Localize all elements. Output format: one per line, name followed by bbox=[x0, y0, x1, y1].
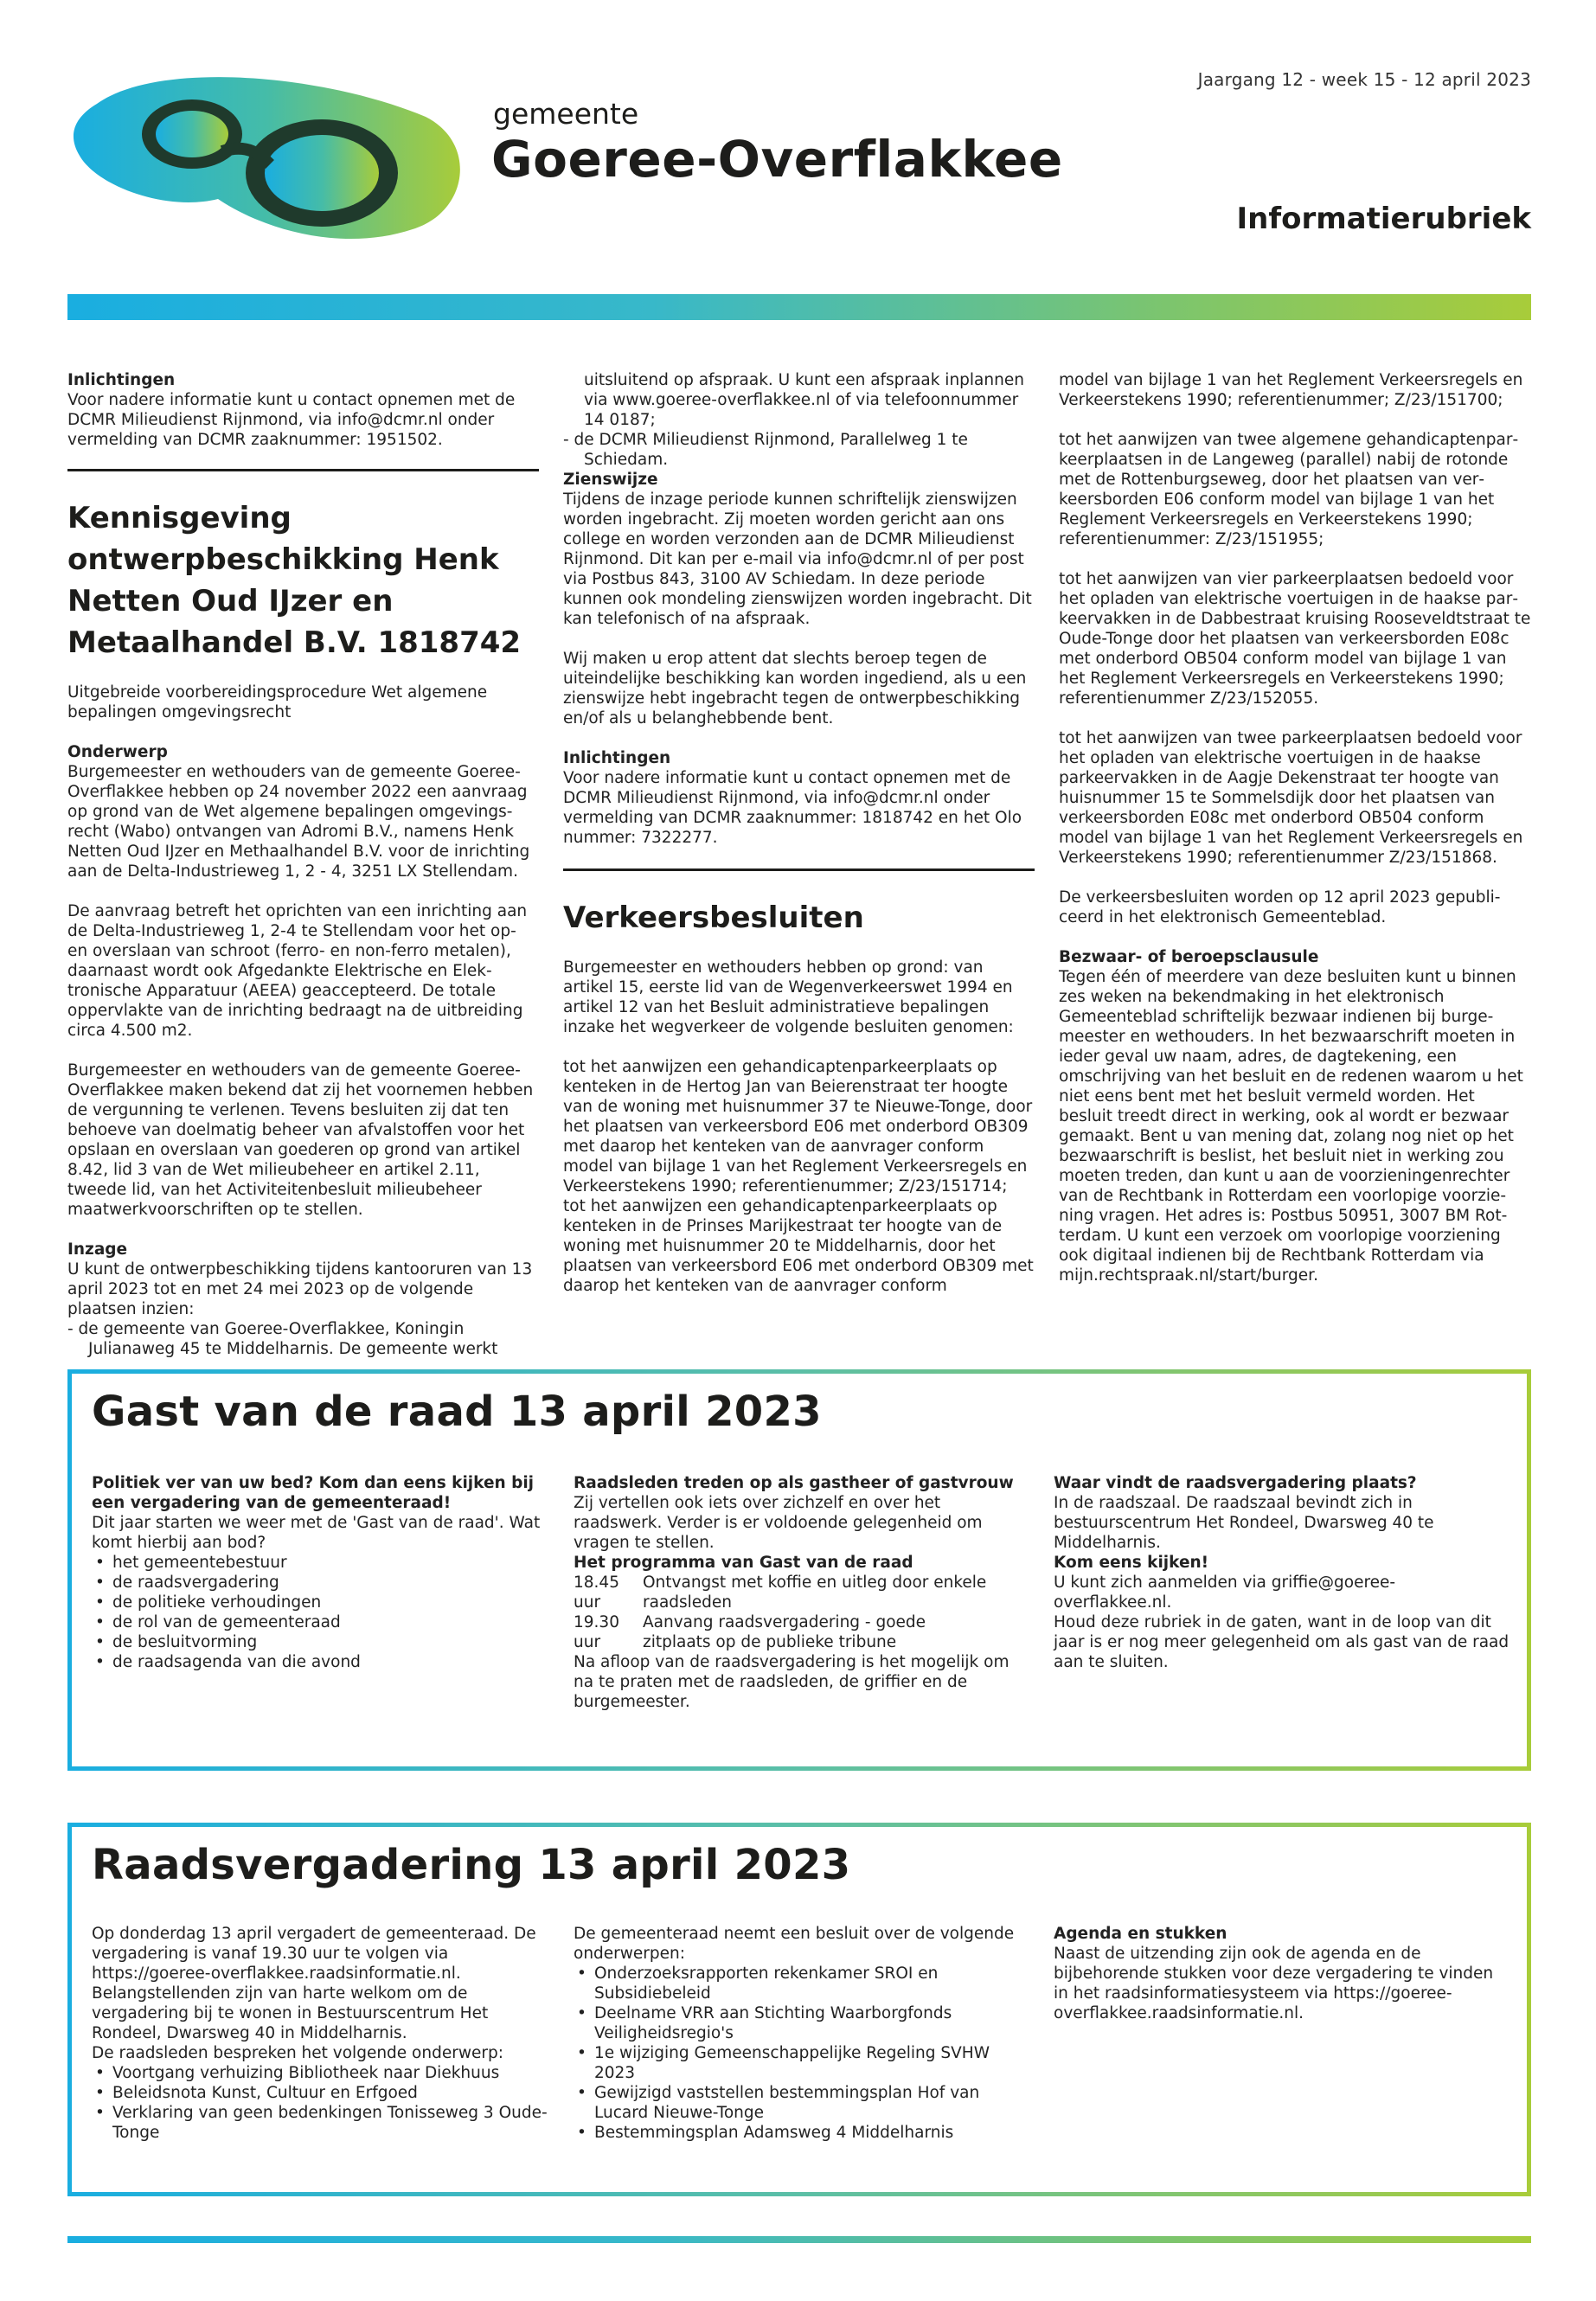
raad-c1-text: Op donderdag 13 april vergadert de gemeenteraad. De vergadering is vanaf 19.30 uur te volgen via https://goeree-overflakkee.raadsinformatie.nl. Belangstellenden zijn van harte welkom om de vergadering bij te wonen in Bestuurscentrum Het Rondeel, Dwarsweg 40 in Middelharnis. bbox=[92, 1925, 536, 2042]
programma-text: Ontvangst met koffie en uitleg door enkele raadsleden bbox=[643, 1574, 987, 1612]
verkeersbesluit-4: tot het aanwijzen van vier parkeerplaatsen bedoeld voor het opladen van elektrische voertuigen in de haakse parkeervakken in de Dabbestraat kruising Rooseveldtstraat te Oude-Tonge door het plaatsen van verkeersborden E08c met onderbord OB504 conform model van bijlage 1 van het Reglement Verkeersregels en Verkeerstekens 1990; referentienummer Z/23/152055. bbox=[1059, 570, 1531, 708]
programma-text: Aanvang raadsvergadering - goede zitplaats op de publieke tribune bbox=[643, 1613, 926, 1651]
inzage-item: - de gemeente van Goeree-Overflakkee, Koningin Julianaweg 45 te Middelharnis. De gemeente werkt bbox=[67, 1320, 498, 1358]
verkeersbesluit-2-cont: model van bijlage 1 van het Reglement Verkeersregels en Verkeerstekens 1990; referentienummer; Z/23/151700; bbox=[1059, 371, 1523, 409]
raadsvergadering-box bbox=[67, 1823, 1531, 2196]
inzage-item-cont: uitsluitend op afspraak. U kunt een afspraak inplannen via www.goeree-overflakkee.nl of via telefoonnummer 14 0187; bbox=[584, 371, 1024, 429]
gast-c3-heading-2: Kom eens kijken! bbox=[1054, 1554, 1209, 1572]
gast-van-de-raad-box bbox=[67, 1369, 1531, 1771]
raad-column-2 bbox=[574, 1924, 1032, 2143]
programma-time: 19.30 uur bbox=[574, 1613, 619, 1651]
inzage-item-2: - de DCMR Milieudienst Rijnmond, Parallelweg 1 te Schiedam. bbox=[563, 431, 968, 469]
list-item: • Bestemmingsplan Adamsweg 4 Middelharnis bbox=[574, 2123, 1032, 2143]
gast-c3-text-3: Houd deze rubriek in de gaten, want in de loop van dit jaar is er nog meer gelegenheid om als gast van de raad aan te sluiten. bbox=[1054, 1613, 1509, 1671]
municipality-logo bbox=[62, 69, 486, 251]
gast-c3-heading: Waar vindt de raadsvergadering plaats? bbox=[1054, 1474, 1417, 1492]
list-item: • de raadsvergadering bbox=[92, 1573, 550, 1593]
raad-c3-text: Naast de uitzending zijn ook de agenda en de bijbehorende stukken voor deze vergadering te vinden in het raadsinformatiesysteem via https://goeree-overflakkee.raadsinformatie.nl. bbox=[1054, 1945, 1494, 2022]
verkeersbesluit-3: tot het aanwijzen van twee algemene gehandicaptenparkeerplaatsen in de Langeweg (parallel) nabij de rotonde met de Rottenburgseweg, door het plaatsen van verkeersborden E06 conform model van bijlage 1 van het Reglement Verkeersregels en Verkeerstekens 1990; referentienummer: Z/23/151955; bbox=[1059, 431, 1519, 548]
issue-info: Jaargang 12 - week 15 - 12 april 2023 bbox=[1197, 69, 1531, 90]
header-gemeente: gemeente bbox=[493, 97, 639, 131]
programma-time: 18.45 uur bbox=[574, 1574, 619, 1612]
list-item: • Beleidsnota Kunst, Cultuur en Erfgoed bbox=[92, 2083, 550, 2103]
inlichtingen-2-text: Voor nadere informatie kunt u contact opnemen met de DCMR Milieudienst Rijnmond, via info@dcmr.nl onder vermelding van DCMR zaaknummer: 1818742 en het Olo nummer: 7322277. bbox=[563, 769, 1022, 847]
beroep-text: Wij maken u erop attent dat slechts beroep tegen de uiteindelijke beschikking kan worden ingediend, als u een zienswijze hebt ingebracht tegen de ontwerpbeschikking en/of als u belanghebbende bent. bbox=[563, 650, 1027, 727]
list-item: • Gewijzigd vaststellen bestemmingsplan Hof van Lucard Nieuwe-Tonge bbox=[574, 2083, 1032, 2123]
programma-heading: Het programma van Gast van de raad bbox=[574, 1554, 913, 1572]
gast-c1-text: Dit jaar starten we weer met de 'Gast van de raad'. Wat komt hierbij aan bod? bbox=[92, 1514, 541, 1552]
inzage-text: U kunt de ontwerpbeschikking tijdens kantooruren van 13 april 2023 tot en met 24 mei 2023 op de volgende plaatsen inzien: bbox=[67, 1260, 533, 1318]
gast-c3-text-2: U kunt zich aanmelden via griffie@goeree-overflakkee.nl. bbox=[1054, 1574, 1396, 1612]
verkeersbesluit-2: tot het aanwijzen een gehandicaptenparkeerplaats op kenteken in de Prinses Marijkestraat ter hoogte van de woning met huisnummer 20 te Middelharnis, door het plaatsen van verkeersbord E06 met onderbord OB309 met daarop het kenteken van de aanvrager conform bbox=[563, 1197, 1034, 1295]
bezwaar-heading: Bezwaar- of beroepsclausule bbox=[1059, 948, 1319, 966]
article-divider bbox=[67, 469, 539, 471]
gast-c2-heading: Raadsleden treden op als gastheer of gastvrouw bbox=[574, 1474, 1014, 1492]
gast-column-3 bbox=[1054, 1473, 1512, 1672]
bezwaar-text: Tegen één of meerdere van deze besluiten kunt u binnen zes weken na bekendmaking in het elektronisch Gemeenteblad schriftelijk bezwaar indienen bij burgemeester en wethouders. In het bezwaarschrift moeten in ieder geval uw naam, adres, de dagtekening, een omschrijving van het besluit en de redenen waarom u het niet eens bent met het besluit vermeld worden. Het besluit treedt direct in werking, ook al wordt er bezwaar gemaakt. Bent u van mening dat, zolang nog niet op het bezwaarschrift is beslist, het besluit niet in werking zou moeten treden, dan kunt u aan de voorzieningenrechter van de Rechtbank in Rotterdam een voorlopige voorziening vragen. Het adres is: Postbus 50951, 3007 BM Rotterdam. U kunt een verzoek om voorlopige voorziening ook digitaal indienen bij de Rechtbank Rotterdam via mijn.rechtspraak.nl/start/burger. bbox=[1059, 968, 1523, 1285]
aanvraag-text: De aanvraag betreft het oprichten van een inrichting aan de Delta-Industrieweg 1, 2-4 te Stellendam voor het op- en overslaan van schroot (ferro- en non-ferro metalen), daarnaast wordt ook Afgedankte Elektrische en Elektronische Apparatuur (AEEA) geaccepteerd. De totale oppervlakte van de inrichting bedraagt na de uitbreiding circa 4.500 m2. bbox=[67, 902, 528, 1040]
list-item: • Voortgang verhuizing Bibliotheek naar Diekhuus bbox=[92, 2063, 550, 2083]
gast-c1-heading: Politiek ver van uw bed? Kom dan eens kijken bij een vergadering van de gemeenteraad! bbox=[92, 1474, 535, 1512]
raad-column-3 bbox=[1054, 1924, 1512, 2023]
gast-c2-text: Zij vertellen ook iets over zichzelf en over het raadswerk. Verder is er voldoende gelegenheid om vragen te stellen. bbox=[574, 1494, 983, 1552]
list-item: • de politieke verhoudingen bbox=[92, 1593, 550, 1612]
verkeersbesluiten-intro: Burgemeester en wethouders hebben op grond: van artikel 15, eerste lid van de Wegenverkeerswet 1994 en artikel 12 van het Besluit administratieve bepalingen inzake het wegverkeer de volgende besluiten genomen: bbox=[563, 958, 1014, 1036]
inlichtingen-text: Voor nadere informatie kunt u contact opnemen met de DCMR Milieudienst Rijnmond, via info@dcmr.nl onder vermelding van DCMR zaaknummer: 1951502. bbox=[67, 391, 516, 449]
zienswijze-heading: Zienswijze bbox=[563, 471, 658, 489]
column-3 bbox=[1059, 370, 1531, 1285]
raad-c1-text-2: De raadsleden bespreken het volgende onderwerp: bbox=[92, 2044, 503, 2062]
raad-c2-text: De gemeenteraad neemt een besluit over de volgende onderwerpen: bbox=[574, 1925, 1015, 1963]
verkeersbesluit-1: tot het aanwijzen een gehandicaptenparkeerplaats op kenteken in de Hertog Jan van Beierenstraat ter hoogte van de woning met huisnummer 37 te Nieuwe-Tonge, door het plaatsen van verkeersbord E06 met onderbord OB309 met daarop het kenteken van de aanvrager conform model van bijlage 1 van het Reglement Verkeersregels en Verkeerstekens 1990; referentienummer; Z/23/151714; bbox=[563, 1058, 1033, 1195]
gast-c2-end: Na afloop van de raadsvergadering is het mogelijk om na te praten met de raadsleden, de griffier en de burgemeester. bbox=[574, 1653, 1010, 1711]
bekendmaking-text: Burgemeester en wethouders van de gemeente Goeree-Overflakkee maken bekend dat zij het voornemen hebben de vergunning te verlenen. Tevens besluiten zij dat ten behoeve van doelmatig beheer van afvalstoffen voor het opslaan en overslaan van goederen op grond van artikel 8.42, lid 3 van de Wet milieubeheer en artikel 2.11, tweede lid, van het Activiteitenbesluit milieubeheer maatwerkvoorschriften op te stellen. bbox=[67, 1061, 534, 1219]
raad-column-1 bbox=[92, 1924, 550, 2143]
publicatie-text: De verkeersbesluiten worden op 12 april 2023 gepubliceerd in het elektronisch Gemeenteblad. bbox=[1059, 888, 1501, 926]
list-item: • 1e wijziging Gemeenschappelijke Regeling SVHW 2023 bbox=[574, 2043, 1032, 2083]
article-title: Kennisgeving ontwerpbeschikking Henk Netten Oud IJzer en Metaalhandel B.V. 1818742 bbox=[67, 501, 522, 660]
onderwerp-text: Burgemeester en wethouders van de gemeente Goeree-Overflakkee hebben op 24 november 2022 een aanvraag op grond van de Wet algemene bepalingen omgevingsrecht (Wabo) ontvangen van Adromi B.V., namens Henk Netten Oud IJzer en Methaalhandel B.V. voor de inrichting aan de Delta-Industrieweg 1, 2 - 4, 3251 LX Stellendam. bbox=[67, 763, 530, 881]
zienswijze-text: Tijdens de inzage periode kunnen schriftelijk zienswijzen worden ingebracht. Zij moeten worden gericht aan ons college en worden verzonden aan de DCMR Milieudienst Rijnmond. Dit kan per e-mail via info@dcmr.nl of per post via Postbus 843, 3100 AV Schiedam. In deze periode kunnen ook mondeling zienswijzen worden ingebracht. Dit kan telefonisch of na afspraak. bbox=[563, 490, 1032, 628]
gast-column-2 bbox=[574, 1473, 1032, 1712]
list-item: • de rol van de gemeenteraad bbox=[92, 1612, 550, 1632]
list-item: • het gemeentebestuur bbox=[92, 1553, 550, 1573]
list-item: • Deelname VRR aan Stichting Waarborgfonds Veiligheidsregio's bbox=[574, 2003, 1032, 2043]
header-divider bbox=[67, 294, 1531, 320]
list-item: • de raadsagenda van die avond bbox=[92, 1652, 550, 1672]
verkeersbesluit-5: tot het aanwijzen van twee parkeerplaatsen bedoeld voor het opladen van elektrische voertuigen in de haakse parkeervakken in de Aagje Dekenstraat ter hoogte van huisnummer 15 te Sommelsdijk door het plaatsen van verkeersborden E08c met onderbord OB504 conform model van bijlage 1 van het Reglement Verkeersregels en Verkeerstekens 1990; referentienummer Z/23/151868. bbox=[1059, 729, 1523, 867]
inlichtingen-2-heading: Inlichtingen bbox=[563, 749, 671, 767]
raad-c3-heading: Agenda en stukken bbox=[1054, 1925, 1227, 1943]
programma-row bbox=[574, 1573, 1032, 1612]
gast-column-1 bbox=[92, 1473, 550, 1672]
verkeersbesluiten-title: Verkeersbesluiten bbox=[563, 901, 864, 935]
inlichtingen-heading: Inlichtingen bbox=[67, 371, 176, 389]
gast-title: Gast van de raad 13 april 2023 bbox=[92, 1388, 822, 1436]
column-1 bbox=[67, 370, 539, 1359]
list-item: • Verklaring van geen bedenkingen Tonisseweg 3 Oude-Tonge bbox=[92, 2103, 550, 2143]
list-item: • de besluitvorming bbox=[92, 1632, 550, 1652]
article-divider-2 bbox=[563, 868, 1035, 871]
gast-c3-text: In de raadszaal. De raadszaal bevindt zich in bestuurscentrum Het Rondeel, Dwarsweg 40 te Middelharnis. bbox=[1054, 1494, 1434, 1552]
municipality-name: Goeree-Overflakkee bbox=[491, 130, 1063, 189]
section-title: Informatierubriek bbox=[1236, 202, 1531, 236]
inzage-heading: Inzage bbox=[67, 1240, 128, 1259]
article-subtitle: Uitgebreide voorbereidingsprocedure Wet algemene bepalingen omgevingsrecht bbox=[67, 683, 488, 721]
footer-divider bbox=[67, 2236, 1531, 2243]
raad-title: Raadsvergadering 13 april 2023 bbox=[92, 1841, 851, 1889]
list-item: • Onderzoeksrapporten rekenkamer SROI en Subsidiebeleid bbox=[574, 1964, 1032, 2003]
column-2 bbox=[563, 370, 1035, 1296]
onderwerp-heading: Onderwerp bbox=[67, 743, 168, 761]
programma-row bbox=[574, 1612, 1032, 1652]
